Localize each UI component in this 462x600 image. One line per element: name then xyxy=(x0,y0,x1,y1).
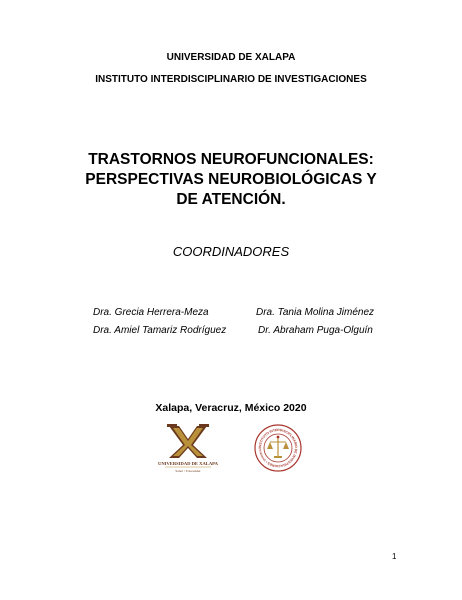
place-and-date: Xalapa, Veracruz, México 2020 xyxy=(155,402,307,414)
title-line-2: PERSPECTIVAS NEUROBIOLÓGICAS Y xyxy=(85,171,377,188)
logo-text: UNIVERSIDAD DE XALAPA xyxy=(158,461,218,466)
university-logo xyxy=(155,424,221,474)
seal-ring-text: INSTITUTO INTERDISCIPLINARIO DE INVESTIGACIONES • Universi xyxy=(257,427,299,469)
title-line-3: DE ATENCIÓN. xyxy=(176,191,286,208)
coordinator-name: Dra. Tania Molina Jiménez xyxy=(256,307,375,318)
coordinator-name: Dra. Amiel Tamariz Rodríguez xyxy=(93,325,227,336)
coordinator-name: Dr. Abraham Puga-Olguín xyxy=(258,325,373,336)
coordinators-label: COORDINADORES xyxy=(172,244,290,259)
coordinator-name: Dra. Grecia Herrera-Meza xyxy=(93,307,209,318)
title-line-1: TRASTORNOS NEUROFUNCIONALES: xyxy=(88,151,374,168)
university-name: UNIVERSIDAD DE XALAPA xyxy=(166,52,296,63)
institute-name: INSTITUTO INTERDISCIPLINARIO DE INVESTIGACIONES xyxy=(95,74,367,85)
institute-seal xyxy=(254,424,302,472)
document-title xyxy=(0,150,462,210)
page-number: 1 xyxy=(392,552,397,561)
logo-motto: Saber / Trascender xyxy=(175,469,201,473)
